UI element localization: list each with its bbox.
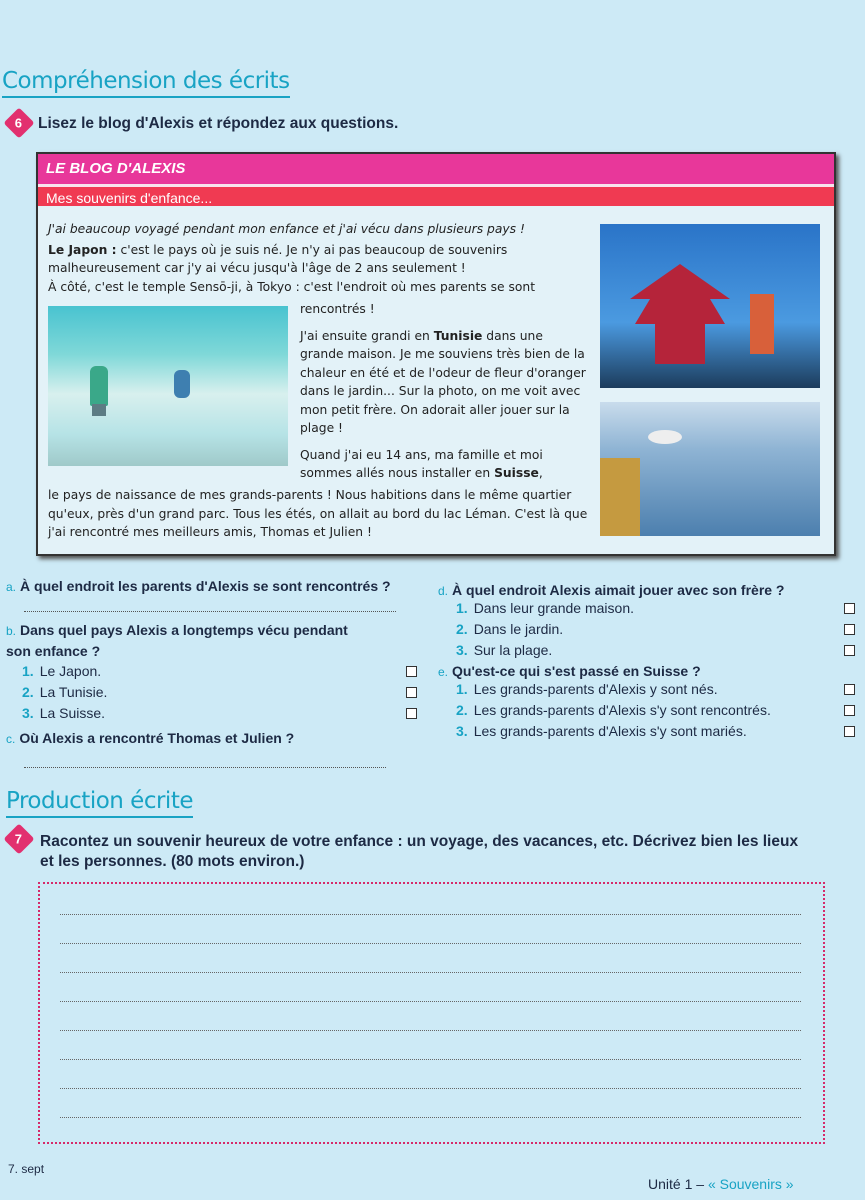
exercise-number-badge: 6 — [3, 107, 34, 138]
checkbox[interactable] — [844, 684, 855, 695]
option-label: Les grands-parents d'Alexis s'y sont mariés. — [473, 723, 747, 739]
option-label: La Suisse. — [39, 705, 106, 721]
option-label: Les grands-parents d'Alexis s'y sont rencontrés. — [473, 702, 771, 718]
option-row — [6, 682, 426, 703]
exercise-7-instruction: Racontez un souvenir heureux de votre enfance : un voyage, des vacances, etc. Décrivez bien les lieux et les personnes. (80 mots environ.) — [40, 833, 799, 870]
option-number: 2. — [456, 621, 468, 637]
questions-left — [6, 578, 426, 768]
option-number: 3. — [456, 723, 468, 739]
unit-footer: Unité 1 – « Souvenirs » — [648, 1176, 794, 1192]
blog-intro: J'ai beaucoup voyagé pendant mon enfance et j'ai vécu dans plusieurs pays ! — [48, 222, 525, 236]
question-e: e. Qu'est-ce qui s'est passé en Suisse ? — [438, 663, 701, 679]
option-number: 3. — [456, 642, 468, 658]
checkbox[interactable] — [844, 603, 855, 614]
option-label: Dans le jardin. — [473, 621, 564, 637]
section-title-comprehension: Compréhension des écrits — [2, 68, 290, 98]
checkbox[interactable] — [844, 645, 855, 656]
checkbox[interactable] — [406, 687, 417, 698]
option-row — [438, 640, 858, 661]
option-row — [438, 619, 858, 640]
checkbox[interactable] — [844, 726, 855, 737]
page-number: 7. sept — [8, 1162, 45, 1176]
option-number: 1. — [456, 681, 468, 697]
checkbox[interactable] — [844, 705, 855, 716]
option-number: 2. — [456, 702, 468, 718]
checkbox[interactable] — [406, 708, 417, 719]
option-row — [6, 703, 426, 724]
option-number: 1. — [456, 600, 468, 616]
option-number: 1. — [22, 663, 34, 679]
option-row — [6, 661, 426, 682]
blog-japon: Le Japon : c'est le pays où je suis né. Je n'y ai pas beaucoup de souvenirs malheureusement car j'y ai vécu jusqu'à l'âge de 2 ans seulement ! — [48, 242, 508, 275]
blog-box — [36, 152, 836, 556]
blog-suisse-text: le pays de naissance de mes grands-parents ! Nous habitions dans le même quartier qu'eux, près d'un grand parc. Tous les étés, on allait au bord du lac Léman. C'est là que j'ai rencontré mes meilleurs amis, Thomas et Julien ! — [48, 488, 588, 539]
exercise-instruction: Lisez le blog d'Alexis et répondez aux questions. — [38, 115, 399, 132]
lake-photo — [600, 402, 820, 536]
blog-tunisie: J'ai ensuite grandi en Tunisie dans une grande maison. Je me souviens très bien de la chaleur en été et de l'odeur de fleur d'oranger dans le jardin... Sur la photo, on me voit avec mon petit frère. On adorait aller jouer sur la plage ! — [300, 328, 586, 435]
checkbox[interactable] — [844, 624, 855, 635]
temple-photo — [600, 224, 820, 388]
option-label: Dans leur grande maison. — [473, 600, 634, 616]
blog-title: LE BLOG D'ALEXIS — [38, 154, 834, 184]
option-row — [438, 700, 858, 721]
option-row — [438, 598, 858, 619]
option-label: Le Japon. — [39, 663, 102, 679]
answer-line-c[interactable] — [24, 760, 386, 768]
answer-line-a[interactable] — [24, 604, 396, 612]
option-label: La Tunisie. — [39, 684, 108, 700]
writing-area[interactable] — [38, 882, 825, 1144]
option-row — [438, 721, 858, 742]
option-row — [438, 679, 858, 700]
option-label: Sur la plage. — [473, 642, 553, 658]
blog-subtitle: Mes souvenirs d'enfance... — [38, 184, 834, 206]
blog-temple-cont: rencontrés ! — [300, 302, 375, 316]
checkbox[interactable] — [406, 666, 417, 677]
blog-temple: À côté, c'est le temple Sensō-ji, à Tokyo : c'est l'endroit où mes parents se sont — [48, 279, 536, 294]
section-title-production: Production écrite — [6, 788, 193, 818]
beach-photo — [48, 306, 288, 466]
question-a: a. À quel endroit les parents d'Alexis se sont rencontrés ? — [6, 578, 391, 594]
questions-right — [438, 582, 858, 742]
option-number: 2. — [22, 684, 34, 700]
question-c: c. Où Alexis a rencontré Thomas et Julien ? — [6, 730, 295, 746]
blog-suisse-intro: Quand j'ai eu 14 ans, ma famille et moi sommes allés nous installer en Suisse, — [300, 447, 543, 480]
question-b: b. Dans quel pays Alexis a longtemps vécu pendant son enfance ? — [6, 622, 348, 659]
question-d: d. À quel endroit Alexis aimait jouer avec son frère ? — [438, 582, 785, 598]
option-label: Les grands-parents d'Alexis y sont nés. — [473, 681, 718, 697]
option-number: 3. — [22, 705, 34, 721]
exercise-number-badge-7: 7 — [3, 823, 34, 854]
